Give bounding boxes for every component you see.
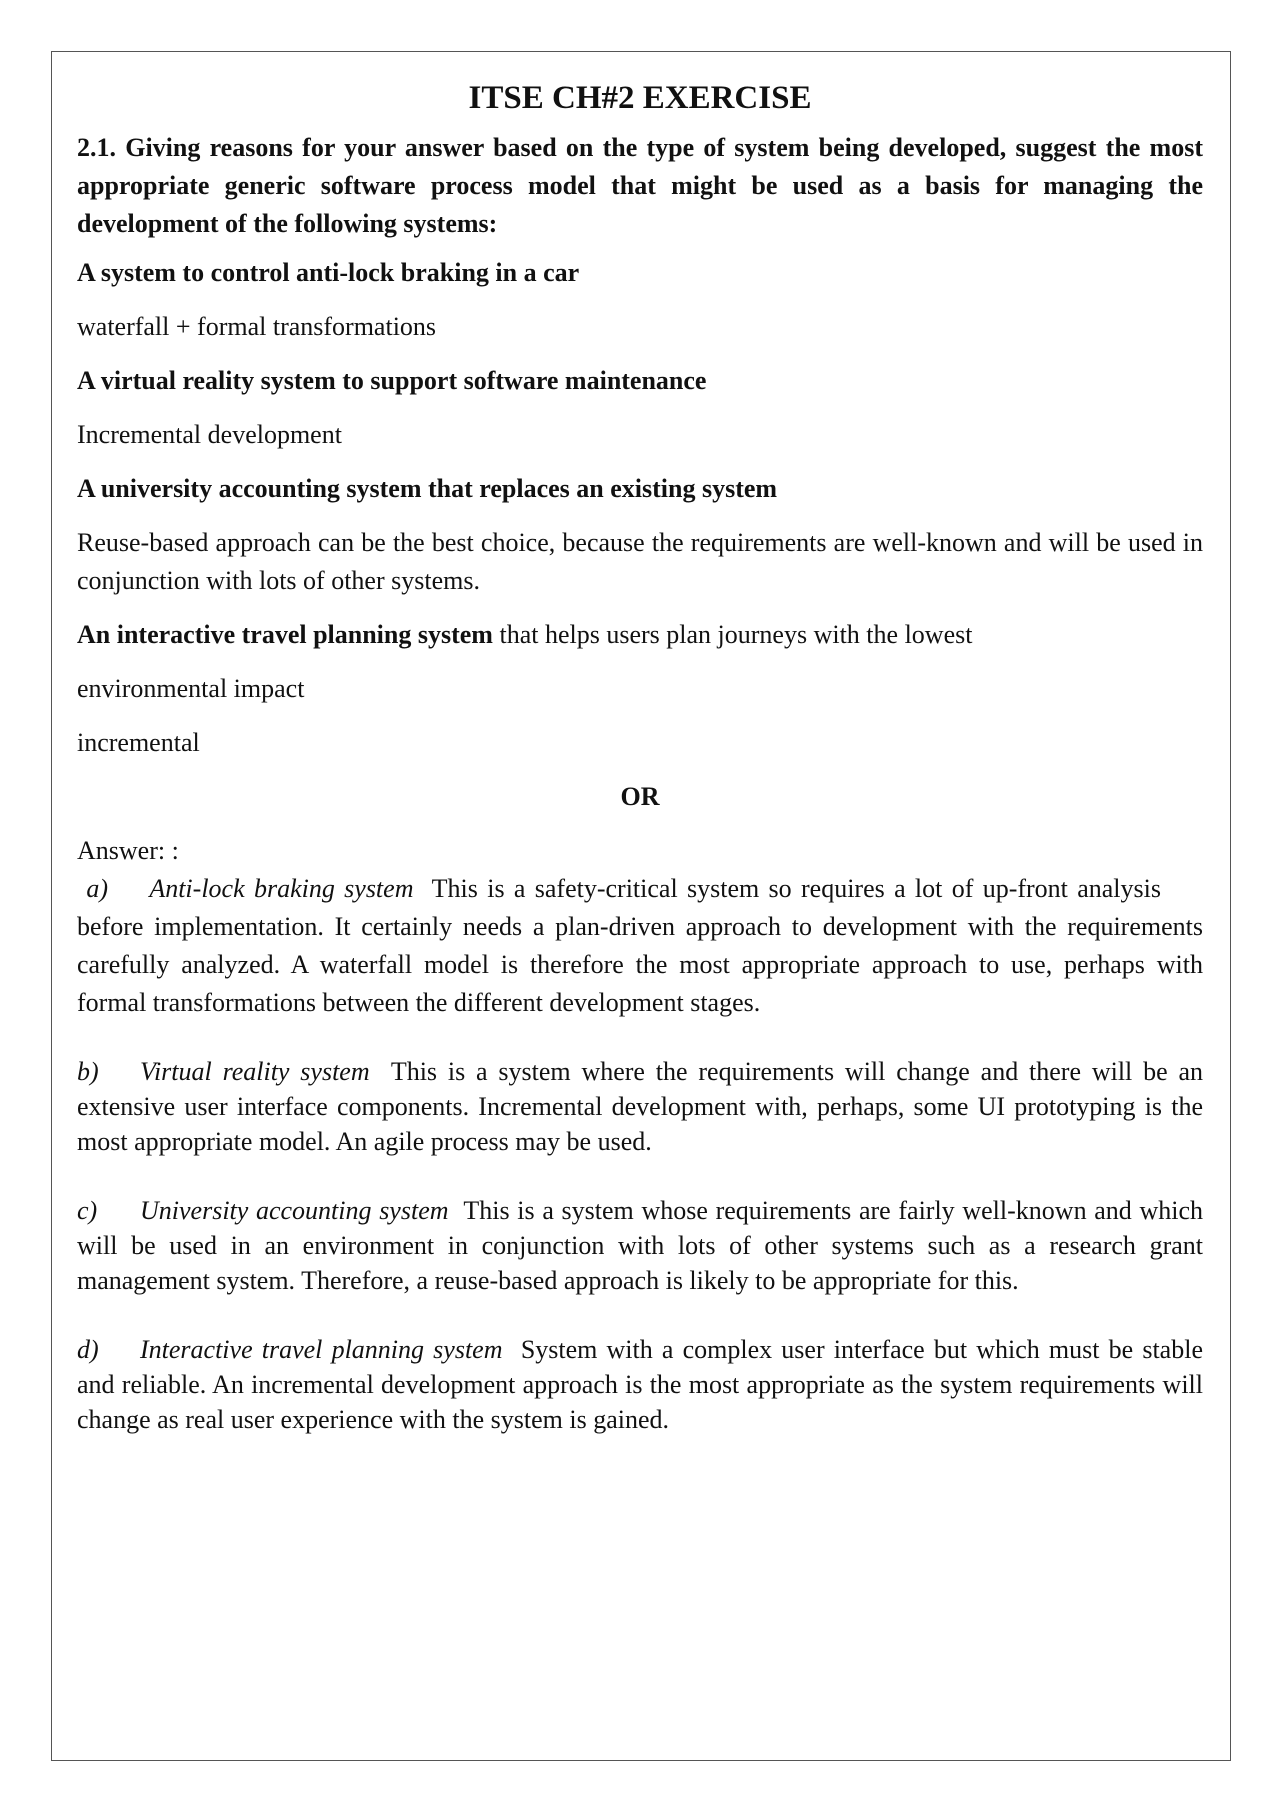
part-heading: A virtual reality system to support software maintenance (77, 366, 707, 395)
item-label: Virtual reality system (140, 1057, 370, 1086)
part-answer: waterfall + formal transformations (77, 312, 437, 341)
part-heading-travel (77, 616, 1203, 654)
item-letter: b) (77, 1057, 99, 1086)
item-letter: a) (86, 874, 108, 903)
item-label: University accounting system (140, 1196, 449, 1225)
item-label: Interactive travel planning system (140, 1335, 503, 1364)
part-heading: A university accounting system that replaces an existing system (77, 474, 778, 503)
part-heading-bold: An interactive travel planning system (77, 620, 493, 649)
part-heading-line2: environmental impact (77, 674, 305, 703)
item-label: Anti-lock braking system (149, 874, 414, 903)
part-heading-rest: that helps users plan journeys with the lowest (492, 620, 973, 649)
question-text: 2.1. Giving reasons for your answer based on the type of system being developed, suggest the most appropriate generic software process model that might be used as a basis for managing the development of the following systems: (77, 133, 1203, 238)
answer-item-a (77, 870, 1203, 1022)
part-answer: Reuse-based approach can be the best choice, because the requirements are well-known and will be used in conjunction with lots of other systems. (77, 528, 1203, 595)
answer-item-c (77, 1193, 1203, 1298)
item-text: This is a system where the requirements will change and there will be an extensive user interface components. Incremental development with, perhaps, some UI prototyping is the most appropriate model. An agile process may be used. (77, 1057, 1203, 1156)
document-body (77, 78, 1203, 1437)
or-divider: OR (620, 782, 660, 811)
answer-item-b (77, 1054, 1203, 1159)
item-text: before implementation. It certainly needs a plan-driven approach to development with the requirements carefully analyzed. A waterfall model is therefore the most appropriate approach to use, perhaps with formal transformations between the different development stages. (77, 912, 1203, 1017)
item-text: This is a safety-critical system so requires a lot of up-front analysis (431, 874, 1161, 903)
page-title: ITSE CH#2 EXERCISE (468, 80, 812, 116)
item-letter: c) (77, 1196, 98, 1225)
part-answer: Incremental development (77, 420, 342, 449)
answer-label: Answer: : (77, 836, 179, 865)
part-answer: incremental (77, 728, 200, 757)
answer-item-d (77, 1332, 1203, 1437)
item-text: This is a system whose requirements are fairly well-known and which will be used in an environment in conjunction with lots of other systems such as a research grant management system. Therefore, a reuse-based approach is likely to be appropriate for this. (77, 1196, 1204, 1295)
item-letter: d) (77, 1335, 99, 1364)
item-text: System with a complex user interface but which must be stable and reliable. An incremental development approach is the most appropriate as the system requirements will change as real user experience with the system is gained. (77, 1335, 1203, 1434)
part-heading: A system to control anti-lock braking in a car (77, 258, 580, 287)
